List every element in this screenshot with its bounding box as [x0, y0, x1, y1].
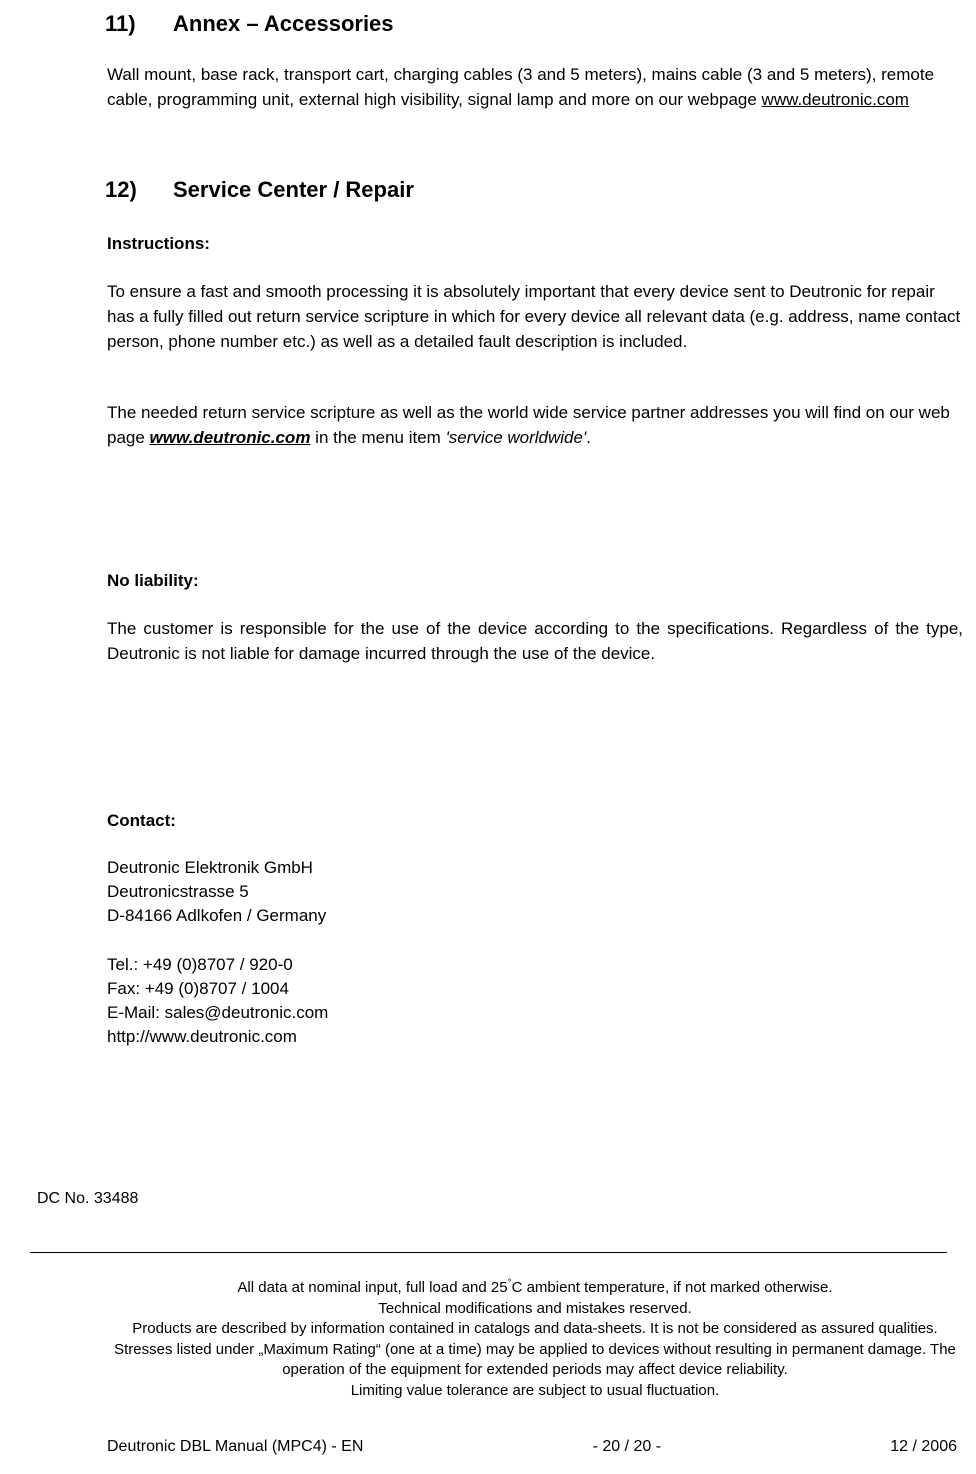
disclaimer-body: Products are described by information contained in catalogs and data-sheets. It is not be considered as assured qualities. Stresses listed under „Maximum Rating“ (one at a time) may be applied to devices without resulting in permanent damage. The operation of the equipment for extended periods may affect device reliability. [114, 1320, 956, 1378]
section-11-heading [105, 10, 394, 37]
section-12-number: 12) [105, 177, 137, 202]
disclaimer-line1-pre: All data at nominal input, full load and 25 [237, 1279, 508, 1296]
fax-line: Fax: +49 (0)8707 / 1004 [107, 979, 289, 998]
sentence-end: . [586, 428, 591, 447]
footer-divider [30, 1252, 947, 1253]
footer-page-number: - 20 / 20 - [592, 1438, 662, 1455]
section-12-heading [105, 176, 414, 203]
disclaimer-block [107, 1278, 963, 1401]
deutronic-webpage-link-2[interactable]: www.deutronic.com [149, 428, 311, 447]
website-line: http://www.deutronic.com [107, 1027, 297, 1046]
disclaimer-line2: Technical modifications and mistakes reserved. [378, 1299, 692, 1317]
city-country: D-84166 Adlkofen / Germany [107, 906, 327, 925]
instructions-paragraph-1: To ensure a fast and smooth processing it is absolutely important that every device sent to Deutronic for repair has a fully filled out return service scripture in which for every device all relevant data (e.g. address, name contact person, phone number etc.) as well as a detailed fault description is included. [107, 282, 961, 351]
disclaimer-last: Limiting value tolerance are subject to usual fluctuation. [350, 1381, 720, 1399]
return-scripture-text: The needed return service scripture as well as the world wide service partner addresses you will find on our web page [107, 403, 950, 447]
menu-item-text: in the menu item [310, 428, 446, 447]
footer-date: 12 / 2006 [890, 1438, 957, 1455]
service-worldwide-text: 'service worldwide' [445, 428, 587, 447]
dc-number: DC No. 33488 [37, 1190, 139, 1207]
no-liability-heading: No liability: [107, 571, 199, 590]
contact-heading: Contact: [107, 811, 176, 830]
contact-details-block [107, 953, 328, 1049]
page-footer [107, 1438, 957, 1456]
company-name: Deutronic Elektronik GmbH [107, 858, 313, 877]
section-12-title: Service Center / Repair [173, 177, 414, 202]
instructions-heading: Instructions: [107, 234, 210, 253]
no-liability-paragraph: The customer is responsible for the use of the device according to the specifications. Regardless of the type, Deutronic is not liable for damage incurred through the use of the device. [107, 619, 963, 663]
section-11-paragraph [107, 62, 963, 112]
deutronic-webpage-link[interactable]: www.deutronic.com [761, 90, 909, 109]
section-11-number: 11) [105, 11, 136, 36]
street-address: Deutronicstrasse 5 [107, 882, 249, 901]
email-line: E-Mail: sales@deutronic.com [107, 1003, 329, 1022]
address-block [107, 856, 326, 928]
degree-symbol: ° [507, 1278, 512, 1289]
instructions-paragraph-2 [107, 400, 963, 450]
accessories-text: Wall mount, base rack, transport cart, charging cables (3 and 5 meters), mains cable (3 and 5 meters), remote cable, programming unit, external high visibility, signal lamp and more on our webpage [107, 65, 935, 109]
disclaimer-line1-post: C ambient temperature, if not marked otherwise. [511, 1279, 833, 1296]
telephone-line: Tel.: +49 (0)8707 / 920-0 [107, 955, 293, 974]
footer-manual-name: Deutronic DBL Manual (MPC4) - EN [107, 1438, 364, 1455]
section-11-title: Annex – Accessories [173, 11, 394, 36]
